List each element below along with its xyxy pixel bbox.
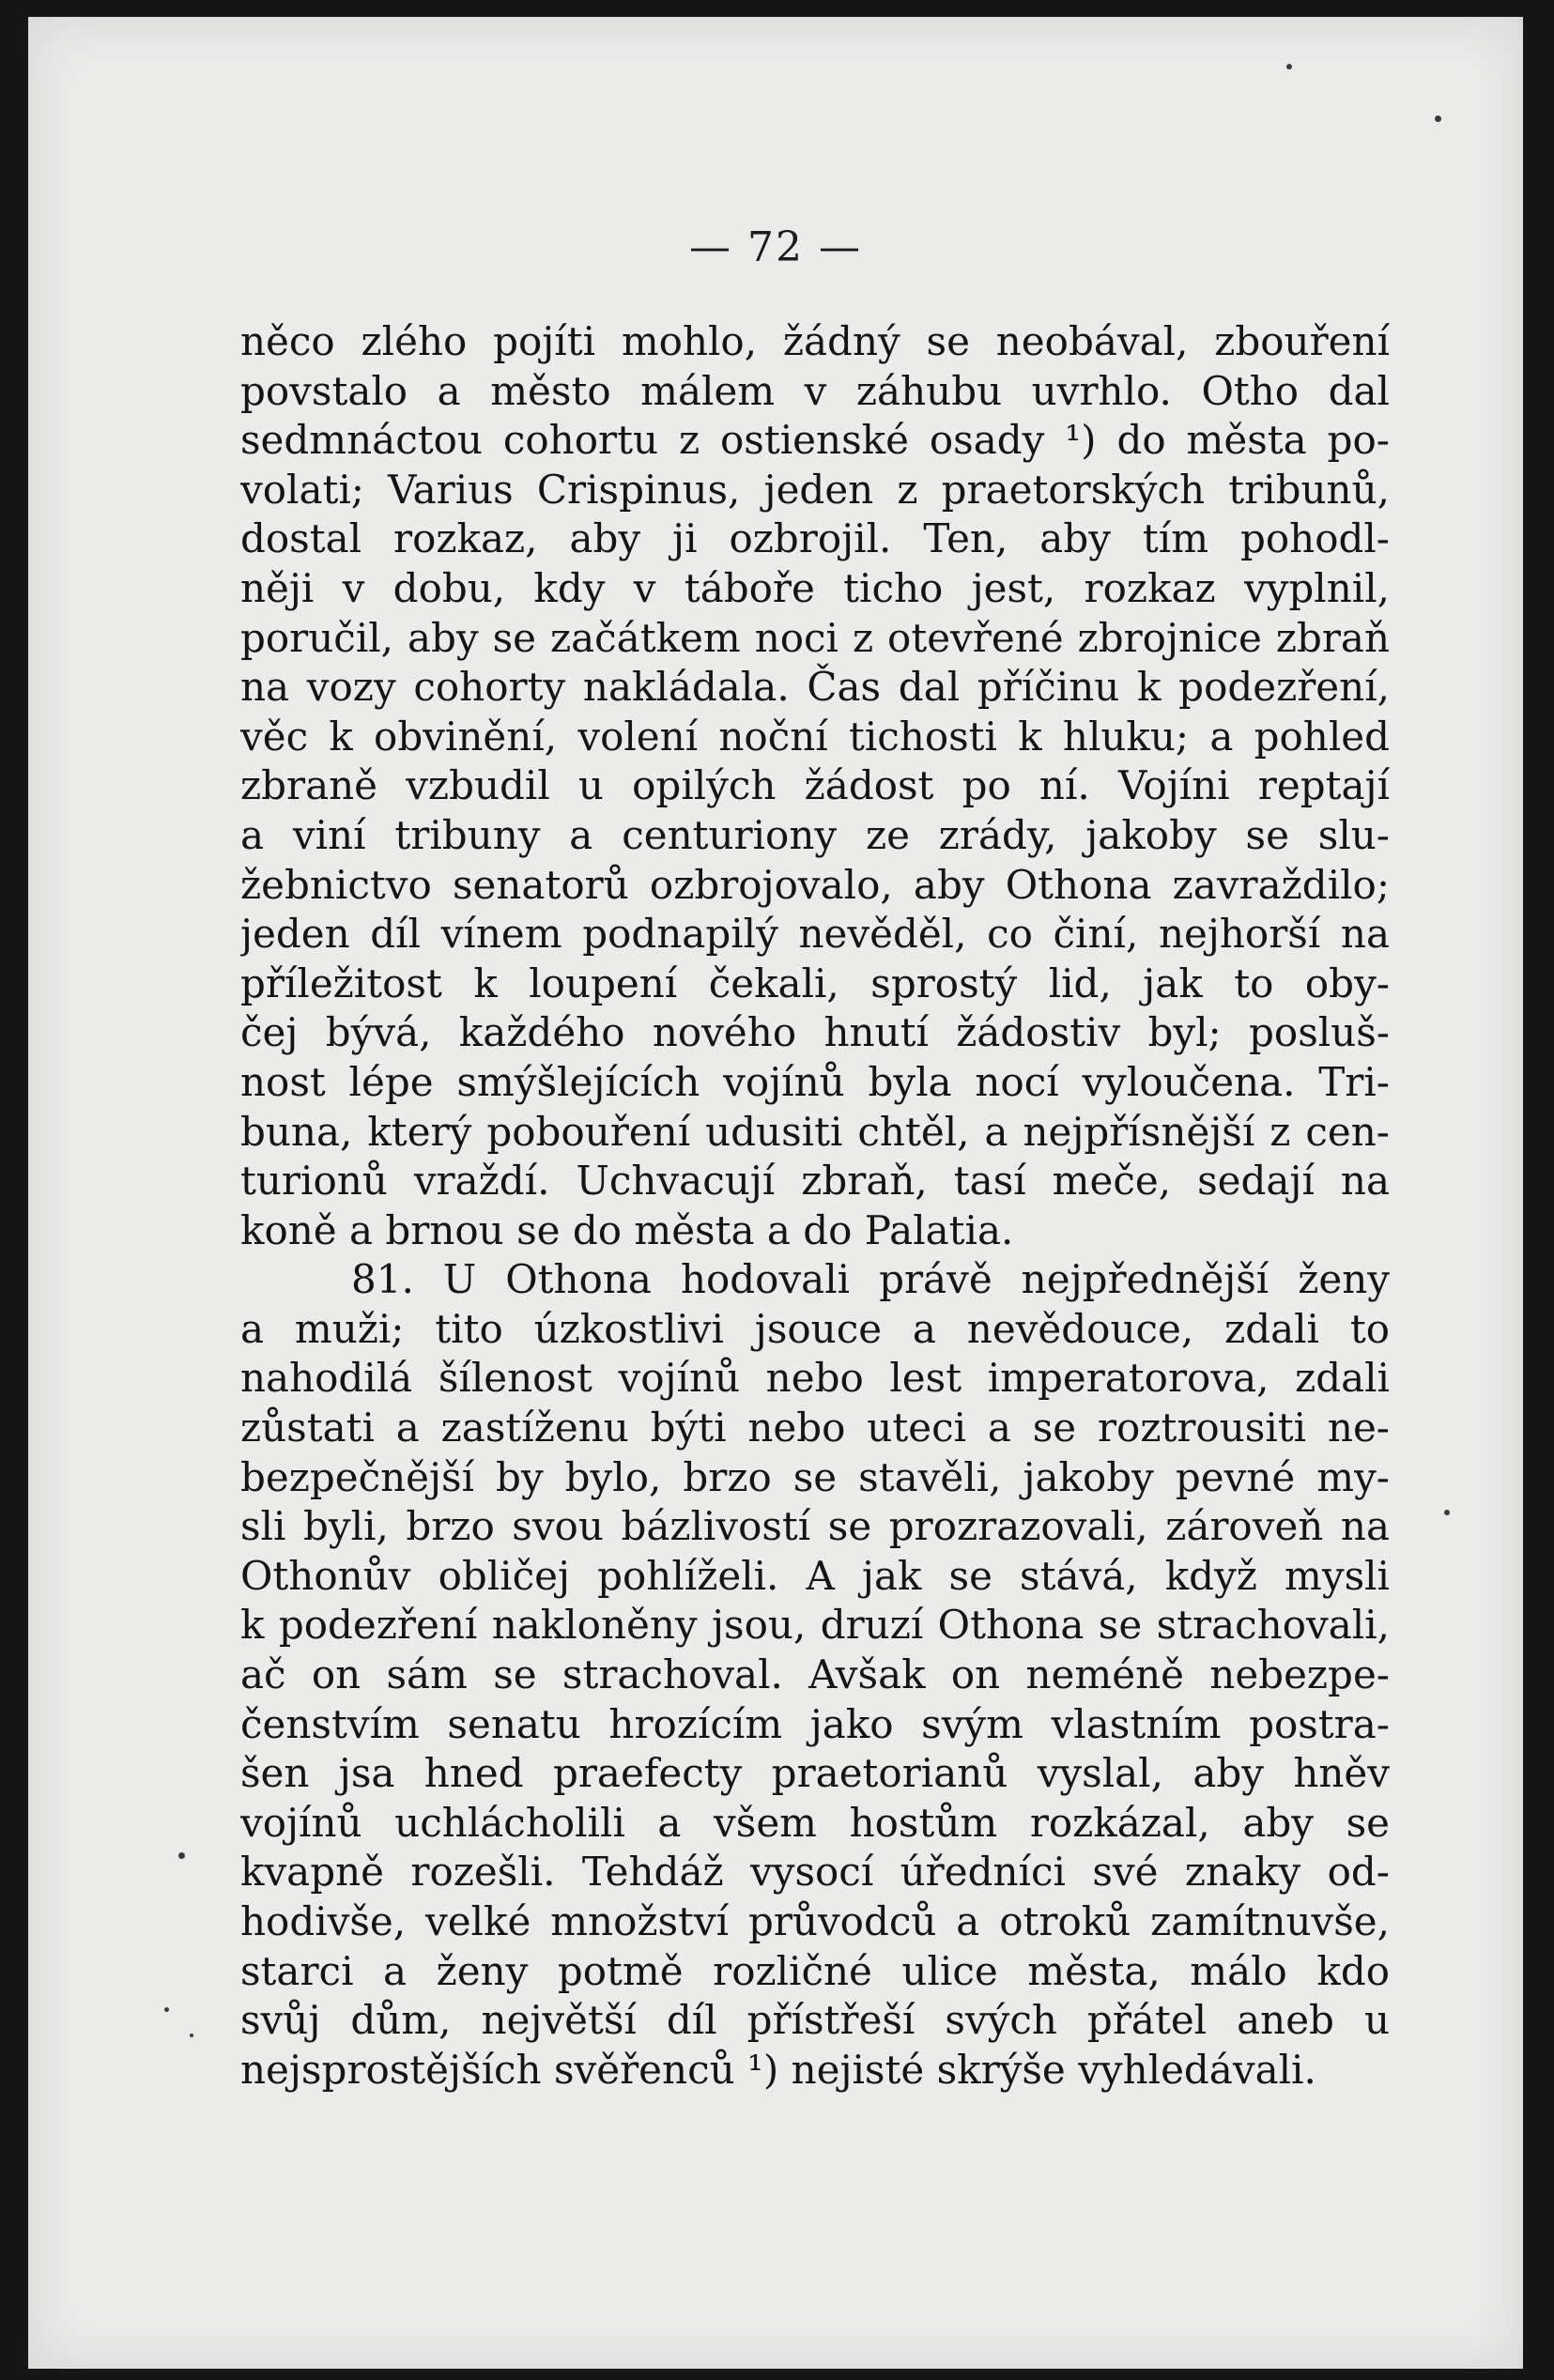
- text-line: dostal rozkaz, aby ji ozbrojil. Ten, aby tím pohodl-: [240, 515, 1390, 562]
- scan-speck: [190, 2034, 193, 2037]
- text-line: nahodilá šílenost vojínů nebo lest imperatorova, zdali: [240, 1355, 1390, 1402]
- scan-speck: [178, 1852, 185, 1859]
- text-line: ač on sám se strachoval. Avšak on neméně nebezpe-: [240, 1651, 1390, 1698]
- body-text: [240, 317, 1390, 2095]
- scan-speck: [1444, 1510, 1450, 1515]
- text-line: volati; Varius Crispinus, jeden z praetorských tribunů,: [240, 466, 1390, 513]
- text-line: věc k obvinění, volení noční tichosti k hluku; a pohled: [240, 713, 1390, 760]
- paragraph-end-line: nejsprostějších svěřenců ¹) nejisté skrýše vyhledávali.: [240, 2046, 1316, 2093]
- text-line: turionů vraždí. Uchvacují zbraň, tasí meče, sedají na: [240, 1158, 1390, 1205]
- text-line: příležitost k loupení čekali, sprostý lid, jak to oby-: [240, 960, 1390, 1006]
- text-line: hodivše, velké množství průvodců a otroků zamítnuvše,: [240, 1898, 1390, 1944]
- text-line: jeden díl vínem podnapilý nevěděl, co činí, nejhorší na: [240, 911, 1390, 958]
- text-line: Othonův obličej pohlíželi. A jak se stává, když mysli: [240, 1552, 1390, 1599]
- text-line: něji v dobu, kdy v táboře ticho jest, rozkaz vyplnil,: [240, 564, 1390, 611]
- text-line: kvapně rozešli. Tehdáž vysocí úředníci své znaky od-: [240, 1849, 1390, 1896]
- text-line: buna, který pobouření udusiti chtěl, a nejpřísnější z cen-: [240, 1108, 1390, 1155]
- page-number: — 72 —: [689, 223, 862, 271]
- text-line: něco zlého pojíti mohlo, žádný se neobával, zbouření: [240, 318, 1390, 364]
- section-start-line: 81. U Othona hodovali právě nejpřednější ženy: [351, 1256, 1390, 1303]
- text-line: bezpečnější by bylo, brzo se stavěli, jakoby pevné my-: [240, 1453, 1390, 1500]
- text-line: zbraně vzbudil u opilých žádost po ní. Vojíni reptají: [240, 762, 1390, 809]
- text-line: k podezření nakloněny jsou, druzí Othona se strachovali,: [240, 1602, 1390, 1649]
- scan-speck: [164, 2007, 169, 2012]
- text-line: vojínů uchlácholili a všem hostům rozkázal, aby se: [240, 1799, 1390, 1846]
- text-line: sli byli, brzo svou bázlivostí se prozrazovali, zároveň na: [240, 1503, 1390, 1550]
- text-line: nost lépe smýšlejících vojínů byla nocí vyloučena. Tri-: [240, 1058, 1390, 1105]
- text-line: poručil, aby se začátkem noci z otevřené zbrojnice zbraň: [240, 614, 1390, 661]
- text-line: čej bývá, každého nového hnutí žádostiv byl; posluš-: [240, 1009, 1390, 1056]
- text-line: zůstati a zastíženu býti nebo uteci a se roztrousiti ne-: [240, 1405, 1390, 1451]
- scan-speck: [1286, 64, 1292, 69]
- text-line: šen jsa hned praefecty praetorianů vyslal, aby hněv: [240, 1750, 1390, 1797]
- scan-speck: [1435, 115, 1441, 122]
- text-line: sedmnáctou cohortu z ostienské osady ¹) do města po-: [240, 417, 1390, 464]
- text-line: čenstvím senatu hrozícím jako svým vlastním postra-: [240, 1700, 1390, 1747]
- text-line: žebnictvo senatorů ozbrojovalo, aby Othona zavraždilo;: [240, 861, 1390, 908]
- book-page: [28, 17, 1523, 2369]
- text-line: na vozy cohorty nakládala. Čas dal příčinu k podezření,: [240, 664, 1390, 711]
- text-line: svůj dům, největší díl přístřeší svých přátel aneb u: [240, 1997, 1390, 2044]
- paragraph-end-line: koně a brnou se do města a do Palatia.: [240, 1206, 1014, 1253]
- text-line: a viní tribuny a centuriony ze zrády, jakoby se slu-: [240, 811, 1390, 858]
- text-line: starci a ženy potmě rozličné ulice města, málo kdo: [240, 1947, 1390, 1994]
- text-line: povstalo a město málem v záhubu uvrhlo. Otho dal: [240, 367, 1390, 414]
- text-line: a muži; tito úzkostlivi jsouce a nevědouce, zdali to: [240, 1305, 1390, 1352]
